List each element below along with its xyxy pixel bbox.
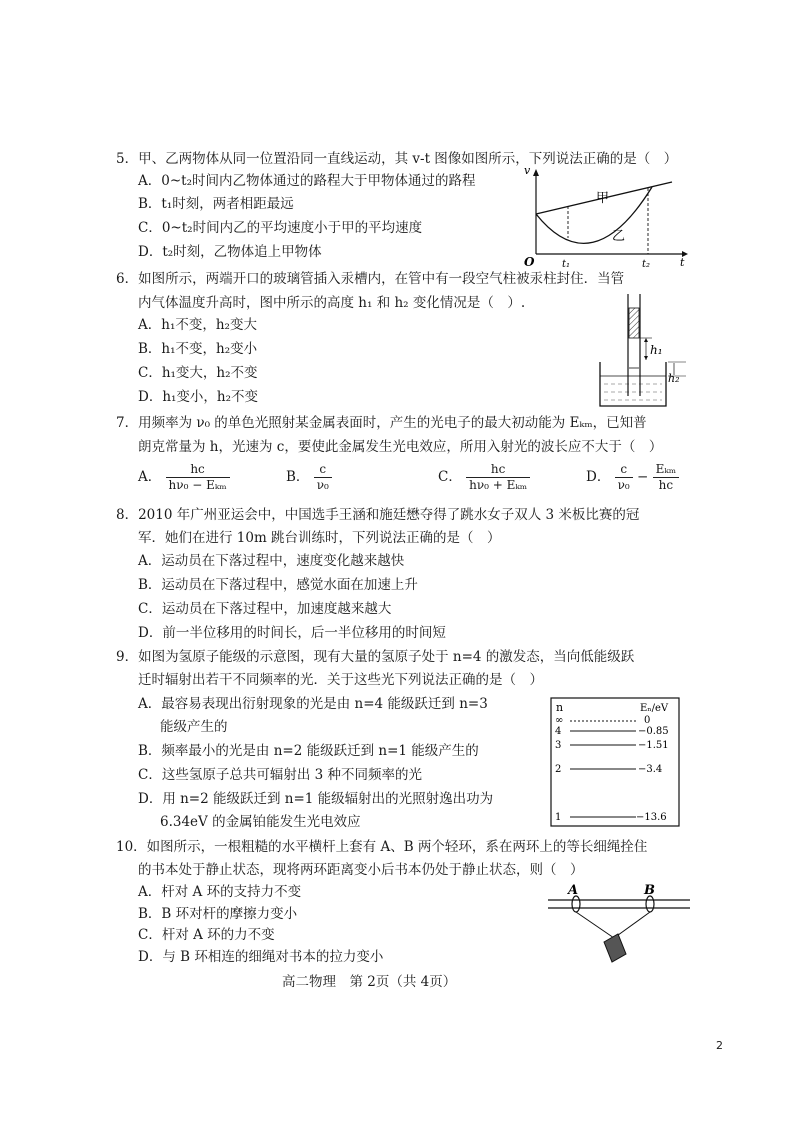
q8-stem-line2: 军．她们在进行 10m 跳台训练时，下列说法正确的是（ ）	[138, 530, 501, 546]
q10-label-a: A	[568, 883, 579, 898]
q5-option-a: A．0~t₂时间内乙物体通过的路程大于甲物体通过的路程	[138, 173, 476, 189]
q6-tube-diagram	[594, 292, 692, 410]
level-e-1: −13.6	[636, 812, 667, 823]
q10-option-a: A．杆对 A 环的支持力不变	[138, 884, 302, 900]
q7-stem-line1: 7．用频率为 ν₀ 的单色光照射某金属表面时，产生的光电子的最大初动能为 Eₖₘ，已知普	[116, 415, 647, 431]
q5-stem: 5．甲、乙两物体从同一位置沿同一直线运动，其 v-t 图像如图所示，下列说法正确的是（ ）	[116, 151, 678, 167]
q6-option-a: A．h₁不变，h₂变大	[138, 317, 257, 333]
q5-option-d: D．t₂时刻，乙物体追上甲物体	[138, 244, 322, 260]
q8-option-a: A．运动员在下落过程中，速度变化越来越快	[138, 553, 405, 569]
q5-option-b: B．t₁时刻，两者相距最远	[138, 196, 294, 212]
q8-option-b: B．运动员在下落过程中，感觉水面在加速上升	[138, 577, 418, 593]
q7-option-c: C． $\frac{hc}{\text{hν₀ + Eₖₘ}}$	[438, 462, 530, 493]
q9-stem-line2: 迁时辐射出若干不同频率的光．关于这些光下列说法正确的是（ ）	[138, 672, 543, 688]
level-e-inf: 0	[644, 715, 651, 726]
q10-label-b: B	[644, 883, 655, 898]
svg-text:n: n	[556, 701, 564, 714]
page-footer: 高二物理 第 2页（共 4页）	[282, 974, 457, 990]
q5-label-yi: 乙	[612, 229, 626, 244]
q10-ring-b	[646, 896, 654, 912]
q6-h2-label: h₂	[668, 372, 680, 385]
level-n-3: 3	[555, 740, 562, 751]
q7-a-fraction: $\frac{hc}{\text{hν₀ − Eₖₘ}}$	[166, 462, 230, 493]
q9-energy-level-diagram	[550, 697, 680, 827]
q9-diagram-frame	[551, 698, 679, 826]
q6-option-b: B．h₁不变，h₂变小	[138, 341, 258, 357]
q9-option-a-cont: 能级产生的	[160, 719, 228, 735]
q9-option-c: C．这些氢原子总共可辐射出 3 种不同频率的光	[138, 767, 423, 783]
q6-h1-label: h₁	[650, 343, 663, 357]
q10-book	[604, 934, 626, 962]
level-n-2: 2	[555, 764, 562, 775]
q7-d-fraction-1: $\frac{c}{\text{ν₀}}$	[615, 462, 633, 493]
q9-stem-line1: 9．如图为氢原子能级的示意图，现有大量的氢原子处于 n=4 的激发态，当向低能级跃	[116, 649, 635, 665]
q5-vt-graph	[522, 166, 688, 268]
q5-origin: O	[524, 255, 535, 268]
q6-stem-line2: 内气体温度升高时，图中所示的高度 h₁ 和 h₂ 变化情况是（ ）.	[138, 295, 526, 311]
q10-option-d: D．与 B 环相连的细绳对书本的拉力变小	[138, 949, 384, 965]
level-n-4: 4	[555, 726, 562, 737]
q10-string-a	[576, 912, 614, 938]
q10-stem-line1: 10．如图所示，一根粗糙的水平横杆上套有 A、B 两个轻环，系在两环上的等长细绳拴住	[116, 839, 648, 855]
q7-option-b: B． $\frac{c}{\text{ν₀}}$	[286, 462, 332, 493]
q9-option-b: B．频率最小的光是由 n=2 能级跃迁到 n=1 能级产生的	[138, 743, 479, 759]
q10-ring-a	[572, 896, 580, 912]
q5-curve-yi	[536, 187, 652, 243]
q5-t-label: t	[680, 256, 685, 268]
q7-b-fraction: $\frac{c}{\text{ν₀}}$	[314, 462, 332, 493]
q7-option-a: A． $\frac{hc}{\text{hν₀ − Eₖₘ}}$	[138, 462, 230, 493]
q6-option-c: C．h₁变大，h₂不变	[138, 365, 258, 381]
q7-c-fraction: $\frac{hc}{\text{hν₀ + Eₖₘ}}$	[466, 462, 530, 493]
q8-option-d: D．前一半位移用的时间长，后一半位移用的时间短	[138, 625, 446, 641]
level-n-1: 1	[555, 812, 562, 823]
level-n-inf: ∞	[555, 715, 564, 726]
q7-option-d: D． $\frac{c}{\text{ν₀}}$ − $\frac{\text{Eₖₘ}}{hc}$	[586, 462, 679, 493]
q6-mercury-column	[629, 308, 639, 338]
q9-option-d: D．用 n=2 能级跃迁到 n=1 能级辐射出的光照射逸出功为	[138, 791, 494, 807]
q7-d-fraction-2: $\frac{\text{Eₖₘ}}{hc}$	[653, 462, 680, 493]
q10-option-b: B．B 环对杆的摩擦力变小	[138, 906, 298, 922]
level-e-2: −3.4	[638, 764, 663, 775]
q10-option-c: C．杆对 A 环的力不变	[138, 927, 275, 943]
q10-stem-line2: 的书本处于静止状态，现将两环距离变小后书本仍处于静止状态，则（ ）	[138, 862, 584, 878]
q6-stem-line1: 6．如图所示，两端开口的玻璃管插入汞槽内，在管中有一段空气柱被汞柱封住．当管	[116, 271, 625, 287]
q5-option-c: C．0~t₂时间内乙的平均速度小于甲的平均速度	[138, 220, 423, 236]
level-e-3: −1.51	[638, 740, 669, 751]
q8-stem-line1: 8．2010 年广州亚运会中，中国选手王涵和施廷懋夺得了跳水女子双人 3 米板比赛的冠	[116, 507, 640, 523]
q5-t1-label: t₁	[562, 259, 571, 268]
level-e-4: −0.85	[638, 726, 669, 737]
svg-text:Eₙ/eV: Eₙ/eV	[640, 703, 669, 714]
q6-option-d: D．h₁变小，h₂不变	[138, 389, 259, 405]
q5-t2-label: t₂	[642, 259, 651, 268]
q10-string-b	[614, 912, 650, 938]
q10-rod-diagram	[546, 882, 692, 966]
q8-option-c: C．运动员在下落过程中，加速度越来越大	[138, 601, 392, 617]
page-number: 2	[716, 1039, 723, 1052]
q7-stem-line2: 朗克常量为 h，光速为 c，要使此金属发生光电效应，所用入射光的波长应不大于（ ）	[138, 439, 663, 455]
q9-option-d-cont: 6.34eV 的金属铂能发生光电效应	[160, 814, 361, 830]
q5-label-jia: 甲	[596, 191, 610, 206]
q9-option-a: A．最容易表现出衍射现象的光是由 n=4 能级跃迁到 n=3	[138, 696, 488, 712]
q5-v-label: v	[524, 166, 531, 177]
